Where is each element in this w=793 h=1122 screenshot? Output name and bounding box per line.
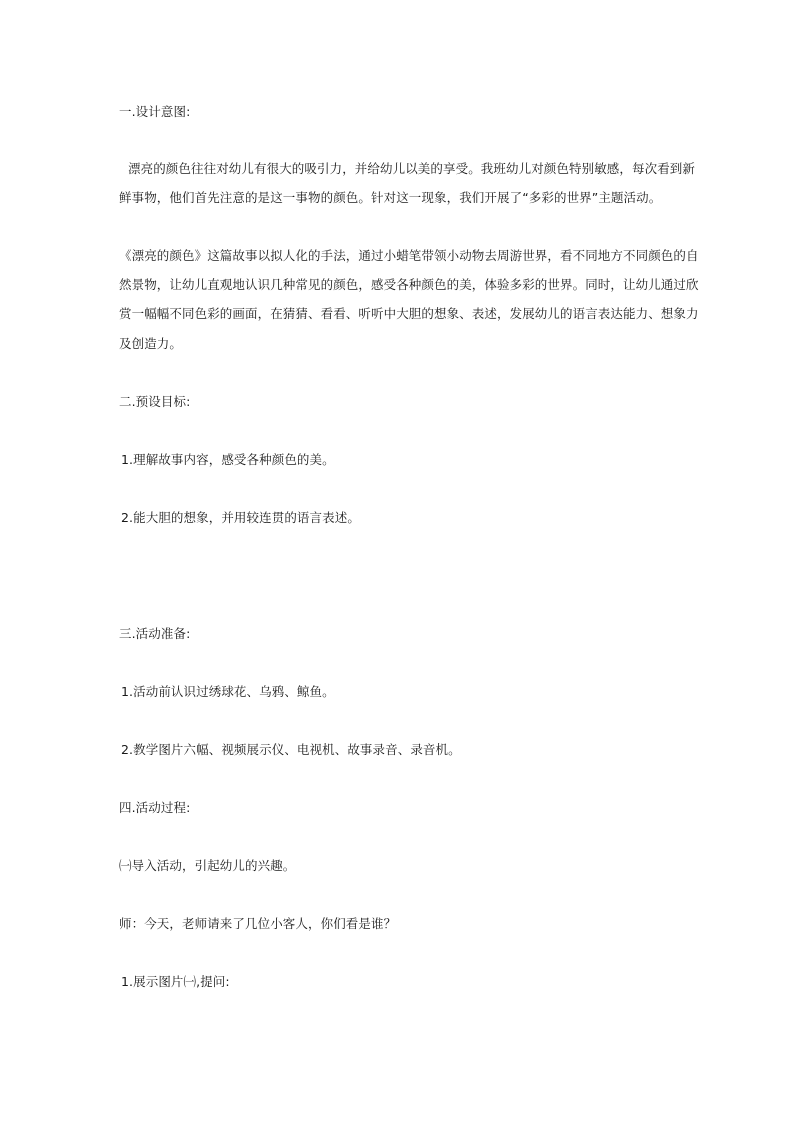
list-item: 1.活动前认识过绣球花、乌鸦、鲸鱼。 (121, 684, 335, 699)
list-item: 1.理解故事内容，感受各种颜色的美。 (121, 452, 335, 467)
section-heading-preparation: 三.活动准备: (119, 626, 191, 641)
paragraph-line: 《漂亮的颜色》这篇故事以拟人化的手法，通过小蜡笔带领小动物去周游世界，看不同地方不同颜色的自 (119, 248, 699, 263)
section-heading-design-intent: 一.设计意图: (119, 104, 191, 119)
teacher-dialogue: 师：今天，老师请来了几位小客人，你们看是谁？ (119, 916, 397, 931)
paragraph-line: 然景物，让幼儿直观地认识几种常见的颜色，感受各种颜色的美，体验多彩的世界。同时，让幼儿通过欣 (119, 277, 699, 292)
paragraph-line: 鲜事物，他们首先注意的是这一事物的颜色。针对这一现象，我们开展了“多彩的世界”主题活动。 (119, 190, 662, 205)
list-item: 2.教学图片六幅、视频展示仪、电视机、故事录音、录音机。 (121, 742, 461, 757)
paragraph-line: 漂亮的颜色往往对幼儿有很大的吸引力，并给幼儿以美的享受。我班幼儿对颜色特别敏感，每次看到新 (128, 161, 696, 176)
list-item: 2.能大胆的想象，并用较连贯的语言表述。 (121, 510, 360, 525)
process-step: ㈠导入活动，引起幼儿的兴趣。 (119, 858, 296, 873)
paragraph-line: 赏一幅幅不同色彩的画面，在猜猜、看看、听听中大胆的想象、表述，发展幼儿的语言表达能力、想象力 (119, 306, 699, 321)
section-heading-goals: 二.预设目标: (119, 394, 191, 409)
section-heading-process: 四.活动过程: (119, 800, 191, 815)
paragraph-line: 及创造力。 (119, 336, 183, 351)
list-item: 1.展示图片㈠,提问: (121, 974, 230, 989)
